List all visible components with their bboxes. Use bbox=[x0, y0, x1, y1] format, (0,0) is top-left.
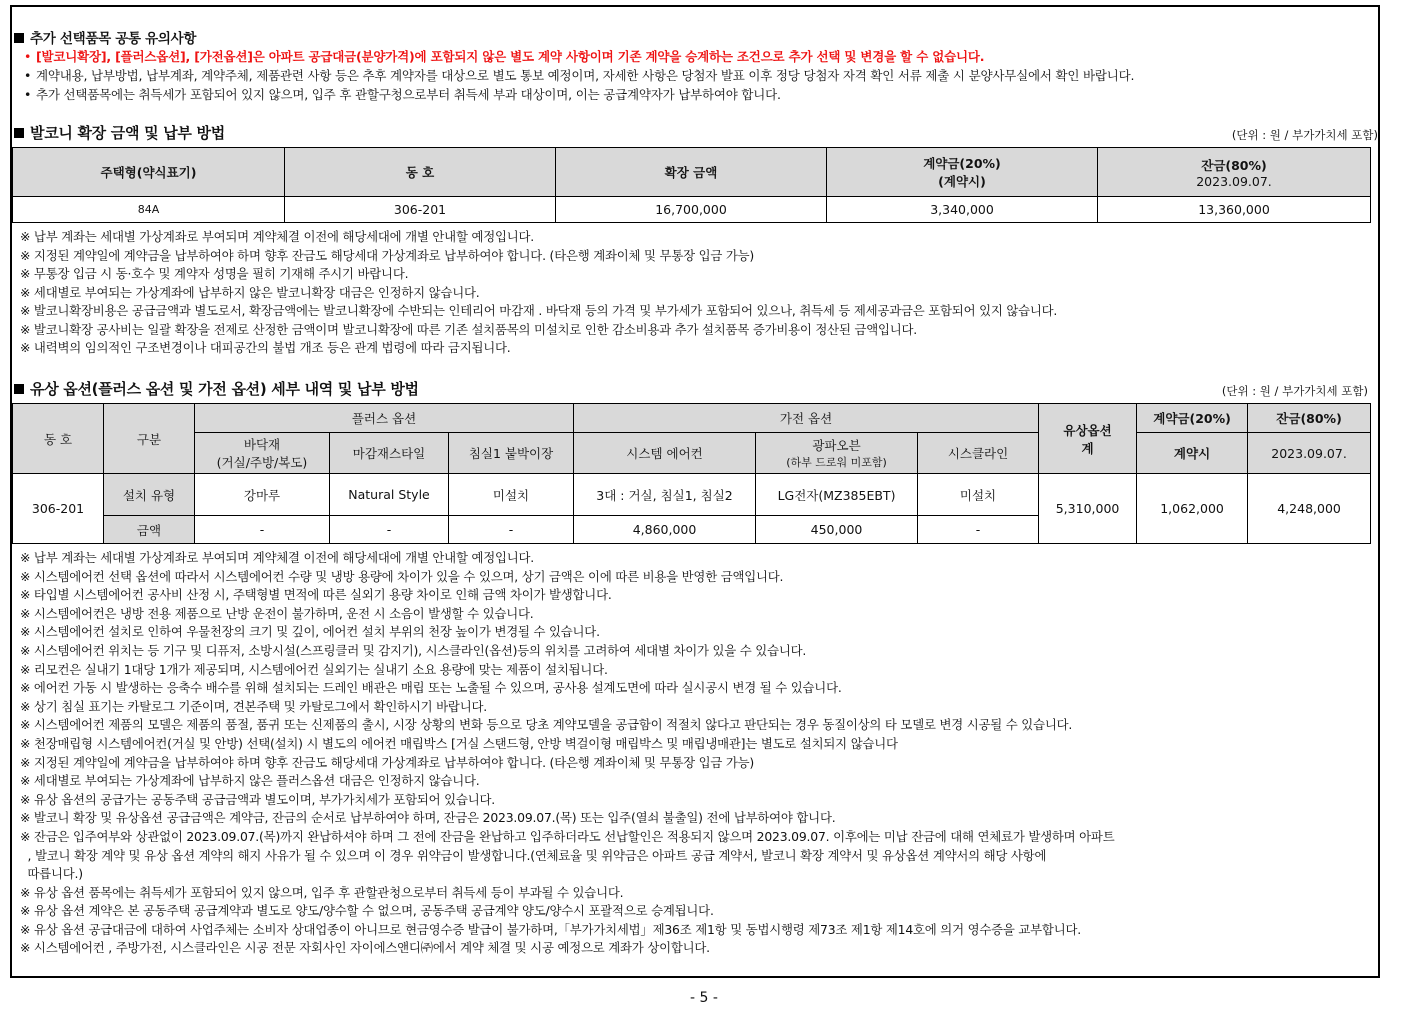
note-line: ※ 납부 계좌는 세대별 가상계좌로 부여되며 계약체결 이전에 해당세대에 개별 안내할 예정입니다. bbox=[20, 229, 535, 244]
cell-install-label: 설치 유형 bbox=[104, 474, 195, 516]
square-bullet-icon bbox=[14, 128, 24, 138]
cell-type: 84A bbox=[13, 197, 285, 223]
cell-closet: 미설치 bbox=[449, 474, 574, 516]
cell-aircon-price: 4,860,000 bbox=[574, 516, 756, 544]
note-line: ※ 시스템에어컨은 냉방 전용 제품으로 난방 운전이 불가하며, 운전 시 소음이 발생할 수 있습니다. bbox=[20, 605, 534, 621]
note-line: ※ 잔금은 입주여부와 상관없이 2023.09.07.(목)까지 완납하셔야 하며 그 전에 잔금을 완납하고 입주하더라도 선납할인은 적용되지 않으며 2023.09.07. 이후에는 미납 잔금에 대해 연체료가 발생하며 아파트 bbox=[20, 828, 1115, 844]
note-line: ※ 세대별로 부여되는 가상계좌에 납부하지 않은 플러스옵션 대금은 인정하지 않습니다. bbox=[20, 773, 480, 789]
header-dongho: 동 호 bbox=[285, 148, 556, 197]
header-balance: 잔금(80%) 2023.09.07. bbox=[1098, 148, 1371, 197]
square-bullet-icon bbox=[14, 384, 24, 394]
header-sysclean: 시스클라인 bbox=[918, 433, 1039, 474]
note-line: ※ 타입별 시스템에어컨 공사비 산정 시, 주택형별 면적에 따른 실외기 용량 차이로 인해 금액 차이가 발생합니다. bbox=[20, 587, 612, 603]
note-line: ※ 시스템에어컨 설치로 인하여 우물천장의 크기 및 깊이, 에어컨 설치 부위의 천장 높이가 변경될 수 있습니다. bbox=[20, 624, 600, 640]
header-finish-style: 마감재스타일 bbox=[330, 433, 449, 474]
note-line: ※ 상기 침실 표기는 카탈로그 기준이며, 견본주택 및 카탈로그에서 확인하시기 바랍니다. bbox=[20, 698, 487, 714]
header-type: 주택형(약식표기) bbox=[13, 148, 285, 197]
balcony-notes bbox=[20, 228, 1057, 358]
cell-sysclean: 미설치 bbox=[918, 474, 1039, 516]
cell-aircon: 3대 : 거실, 침실1, 침실2 bbox=[574, 474, 756, 516]
header-gubun: 구분 bbox=[104, 404, 195, 474]
section-title-paid-options: 유상 옵션(플러스 옵션 및 가전 옵션) 세부 내역 및 납부 방법 bbox=[14, 378, 419, 399]
note-line: ※ 천장매립형 시스템에어컨(거실 및 안방) 선택(설치) 시 별도의 에어컨 매립박스 [거실 스탠드형, 안방 벽걸이형 매립박스 및 매립냉매관]는 별도로 설치되지 않습니다 bbox=[20, 735, 898, 751]
note-line: ※ 유상 옵션의 공급가는 공동주택 공급금액과 별도이며, 부가가치세가 포함되어 있습니다. bbox=[20, 791, 496, 807]
note-line: ※ 시스템에어컨 선택 옵션에 따라서 시스템에어컨 수량 및 냉방 용량에 차이가 있을 수 있으며, 상기 금액은 이에 따른 비용을 반영한 금액입니다. bbox=[20, 568, 784, 584]
note-line: ※ 에어컨 가동 시 발생하는 응축수 배수를 위해 설치되는 드레인 배관은 매립 또는 노출될 수 있으며, 공사용 설계도면에 따라 실시공시 변경 될 수 있습니다. bbox=[20, 680, 842, 696]
note-line: ※ 무통장 입금 시 동·호수 및 계약자 성명을 필히 기재해 주시기 바랍니다. bbox=[20, 266, 409, 281]
cell-sysclean-price: - bbox=[918, 516, 1039, 544]
cell-oven-price: 450,000 bbox=[756, 516, 918, 544]
unit-note: (단위 : 원 / 부가가치세 포함) bbox=[1231, 128, 1378, 142]
cell-balance: 4,248,000 bbox=[1248, 474, 1371, 544]
header-oven: 광파오븐 (하부 드로워 미포함) bbox=[756, 433, 918, 474]
note-line: 따릅니다.) bbox=[20, 866, 83, 882]
header-deposit: 계약금(20%) (계약시) bbox=[827, 148, 1098, 197]
bullet-item: • 추가 선택품목에는 취득세가 포함되어 있지 않으며, 입주 후 관할구청으로부터 취득세 부과 대상이며, 이는 공급계약자가 납부하여야 합니다. bbox=[24, 87, 781, 102]
header-balance-date: 2023.09.07. bbox=[1248, 433, 1371, 474]
cell-amount: 16,700,000 bbox=[556, 197, 827, 223]
cell-dongho: 306-201 bbox=[13, 474, 104, 544]
note-line: ※ 시스템에어컨 , 주방가전, 시스클라인은 시공 전문 자회사인 자이에스앤디㈜에서 계약 체결 및 시공 예정으로 계좌가 상이합니다. bbox=[20, 940, 710, 956]
note-line: ※ 발코니 확장 및 유상옵션 공급금액은 계약금, 잔금의 순서로 납부하여야 하며, 잔금은 2023.09.07.(목) 또는 입주(열쇠 불출일) 전에 납부하여야 합니다. bbox=[20, 810, 836, 826]
note-line: ※ 시스템에어컨 위치는 등 기구 및 디퓨저, 소방시설(스프링클러 및 감지기), 시스클라인(옵션)등의 위치를 고려하여 세대별 차이가 있을 수 있습니다. bbox=[20, 642, 807, 658]
header-closet: 침실1 붙박이장 bbox=[449, 433, 574, 474]
header-deposit: 계약금(20%) bbox=[1137, 404, 1248, 433]
cell-floor-price: - bbox=[195, 516, 330, 544]
square-bullet-icon bbox=[14, 33, 24, 43]
cell-deposit: 1,062,000 bbox=[1137, 474, 1248, 544]
cell-total: 5,310,000 bbox=[1039, 474, 1137, 544]
cell-closet-price: - bbox=[449, 516, 574, 544]
note-line: ※ 유상 옵션 공급대금에 대하여 사업주체는 소비자 상대업종이 아니므로 현금영수증 발급이 불가하며,「부가가치세법」제36조 제1항 및 동법시행령 제73조 제1항 제14호에 의거 영수증을 교부합니다. bbox=[20, 921, 1081, 937]
note-line: ※ 세대별로 부여되는 가상계좌에 납부하지 않은 발코니확장 대금은 인정하지 않습니다. bbox=[20, 284, 480, 300]
cell-deposit: 3,340,000 bbox=[827, 197, 1098, 223]
section-title-balcony: 발코니 확장 금액 및 납부 방법 bbox=[14, 122, 225, 143]
cell-floor: 강마루 bbox=[195, 474, 330, 516]
note-line: ※ 유상 옵션 계약은 본 공동주택 공급계약과 별도로 양도/양수할 수 없으며, 공동주택 공급계약 양도/양수시 포괄적으로 승계됩니다. bbox=[20, 903, 714, 919]
note-line: ※ 시스템에어컨 제품의 모델은 제품의 품절, 품귀 또는 신제품의 출시, 시장 상황의 변화 등으로 당초 계약모델을 공급함이 적절치 않다고 판단되는 경우 동질이상의 타 모델로 변경 시공될 수 있습니다. bbox=[20, 717, 1073, 733]
page-number: - 5 - bbox=[690, 990, 718, 1006]
cell-finish: Natural Style bbox=[330, 474, 449, 516]
header-appliance-option: 가전 옵션 bbox=[574, 404, 1039, 433]
note-line: ※ 발코니확장 공사비는 일괄 확장을 전제로 산정한 금액이며 발코니확장에 따른 기존 설치품목의 미설치로 인한 감소비용과 추가 설치품목 증가비용이 정산된 금액입니다. bbox=[20, 321, 918, 337]
note-line: ※ 지정된 계약일에 계약금을 납부하여야 하며 향후 잔금도 해당세대 가상계좌로 납부하여야 합니다. (타은행 계좌이체 및 무통장 입금 가능) bbox=[20, 754, 755, 770]
note-line: ※ 리모컨은 실내기 1대당 1개가 제공되며, 시스템에어컨 실외기는 실내기 소요 용량에 맞는 제품이 설치됩니다. bbox=[20, 661, 608, 677]
header-dongho: 동 호 bbox=[13, 404, 104, 474]
cell-finish-price: - bbox=[330, 516, 449, 544]
paid-option-table bbox=[12, 403, 1371, 544]
note-line: , 발코니 확장 계약 및 유상 옵션 계약의 해지 사유가 될 수 있으며 이 경우 위약금이 발생합니다.(연체료율 및 위약금은 아파트 공급 계약서, 발코니 확장 계약서 및 유상옵션 계약서의 해당 사항에 bbox=[20, 847, 1047, 863]
bullet-item: • 계약내용, 납부방법, 납부계좌, 계약주체, 제품관련 사항 등은 추후 계약자를 대상으로 별도 통보 예정이며, 자세한 사항은 당첨자 발표 이후 정당 당첨자 자격 확인 서류 제출 시 분양사무실에서 확인 바랍니다. bbox=[24, 68, 1135, 83]
header-aircon: 시스템 에어컨 bbox=[574, 433, 756, 474]
header-balance: 잔금(80%) bbox=[1248, 404, 1371, 433]
cell-price-label: 금액 bbox=[104, 516, 195, 544]
section-title-common-notes: 추가 선택품목 공통 유의사항 bbox=[14, 27, 196, 47]
header-deposit-when: 계약시 bbox=[1137, 433, 1248, 474]
balcony-table bbox=[12, 147, 1371, 223]
note-line: ※ 납부 계좌는 세대별 가상계좌로 부여되며 계약체결 이전에 해당세대에 개별 안내할 예정입니다. bbox=[20, 550, 535, 565]
header-amount: 확장 금액 bbox=[556, 148, 827, 197]
cell-oven: LG전자(MZ385EBT) bbox=[756, 474, 918, 516]
note-line: ※ 내력벽의 임의적인 구조변경이나 대피공간의 불법 개조 등은 관계 법령에 따라 금지됩니다. bbox=[20, 340, 511, 355]
header-floor: 바닥재 (거실/주방/복도) bbox=[195, 433, 330, 474]
cell-balance: 13,360,000 bbox=[1098, 197, 1371, 223]
header-plus-option: 플러스 옵션 bbox=[195, 404, 574, 433]
note-line: ※ 유상 옵션 품목에는 취득세가 포함되어 있지 않으며, 입주 후 관할관청으로부터 취득세 등이 부과될 수 있습니다. bbox=[20, 884, 624, 900]
bullet-item: • [발코니확장], [플러스옵션], [가전옵션]은 아파트 공급대금(분양가격)에 포함되지 않은 별도 계약 사항이며 기존 계약을 승계하는 조건으로 추가 선택 및 변경을 할 수 없습니다. bbox=[24, 49, 985, 64]
unit-note: (단위 : 원 / 부가가치세 포함) bbox=[1221, 384, 1368, 398]
header-paid-total: 유상옵션 계 bbox=[1039, 404, 1137, 474]
cell-dongho: 306-201 bbox=[285, 197, 556, 223]
note-line: ※ 발코니확장비용은 공급금액과 별도로서, 확장금액에는 발코니확장에 수반되는 인테리어 마감재 . 바닥재 등의 가격 및 부가세가 포함되어 있으나, 취득세 등 제세공과금은 포함되어 있지 않습니다. bbox=[20, 303, 1058, 318]
note-line: ※ 지정된 계약일에 계약금을 납부하여야 하며 향후 잔금도 해당세대 가상계좌로 납부하여야 합니다. (타은행 계좌이체 및 무통장 입금 가능) bbox=[20, 247, 755, 263]
paid-option-notes bbox=[20, 549, 1114, 958]
